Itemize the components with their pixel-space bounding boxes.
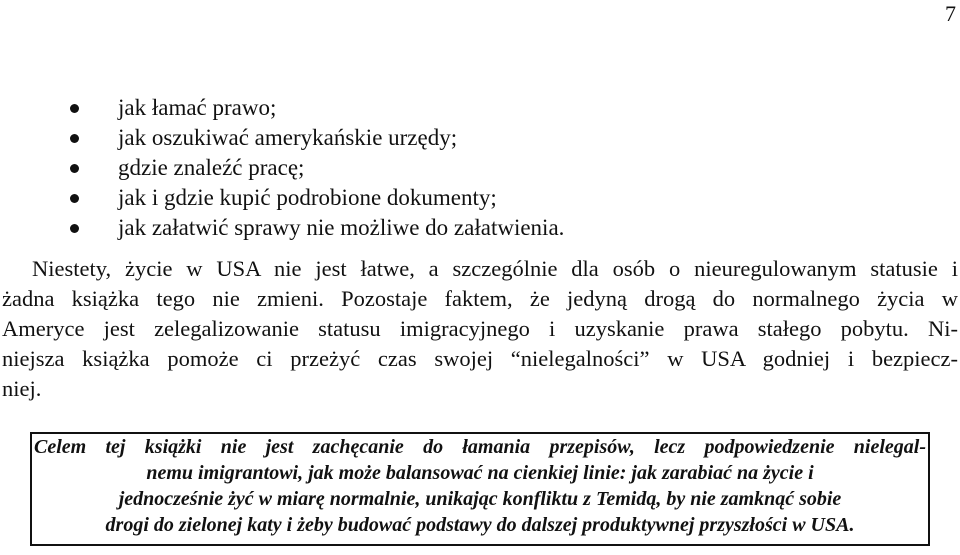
disclaimer-line: nemu imigrantowi, jak może balansować na cienkiej linie: jak zarabiać na życie i [146,462,814,484]
list-item-text: gdzie znaleźć pracę; [118,155,305,180]
paragraph-line: niej. [2,376,42,401]
bullet-icon [70,134,79,143]
paragraph-line: Niestety, życie w USA nie jest łatwe, a szczególnie dla osób o nieuregulowanym statusie i [32,256,958,281]
page-number: 7 [945,1,956,26]
list-item-text: jak oszukiwać amerykańskie urzędy; [118,125,458,150]
paragraph-line: niejsza książka pomoże ci przeżyć czas swojej “nielegalności” w USA godniej i bezpiecz- [2,346,958,371]
paragraph-line: żadna książka tego nie zmieni. Pozostaje faktem, że jedyną drogą do normalnego życia w [2,286,958,311]
body-paragraph [0,254,960,404]
bullet-icon [70,164,79,173]
bullet-icon [70,194,79,203]
list-item-text: jak załatwić sprawy nie możliwe do załatwienia. [118,215,565,240]
disclaimer-line: jednocześnie żyć w miarę normalnie, unikając konfliktu z Temidą, by nie zamknąć sobie [118,488,842,510]
list-item-text: jak i gdzie kupić podrobione dokumenty; [118,185,497,210]
bullet-icon [70,104,79,113]
bullet-icon [70,224,79,233]
disclaimer-box [30,432,930,546]
disclaimer-line: Celem tej książki nie jest zachęcanie do łamania przepisów, lecz podpowiedzenie nielegal- [34,436,926,458]
paragraph-line: Ameryce jest zelegalizowanie statusu imigracyjnego i uzyskanie prawa stałego pobytu. Ni- [2,316,958,341]
list-item-text: jak łamać prawo; [118,95,277,120]
disclaimer-line: drogi do zielonej katy i żeby budować podstawy do dalszej produktywnej przyszłości w USA. [105,514,855,536]
